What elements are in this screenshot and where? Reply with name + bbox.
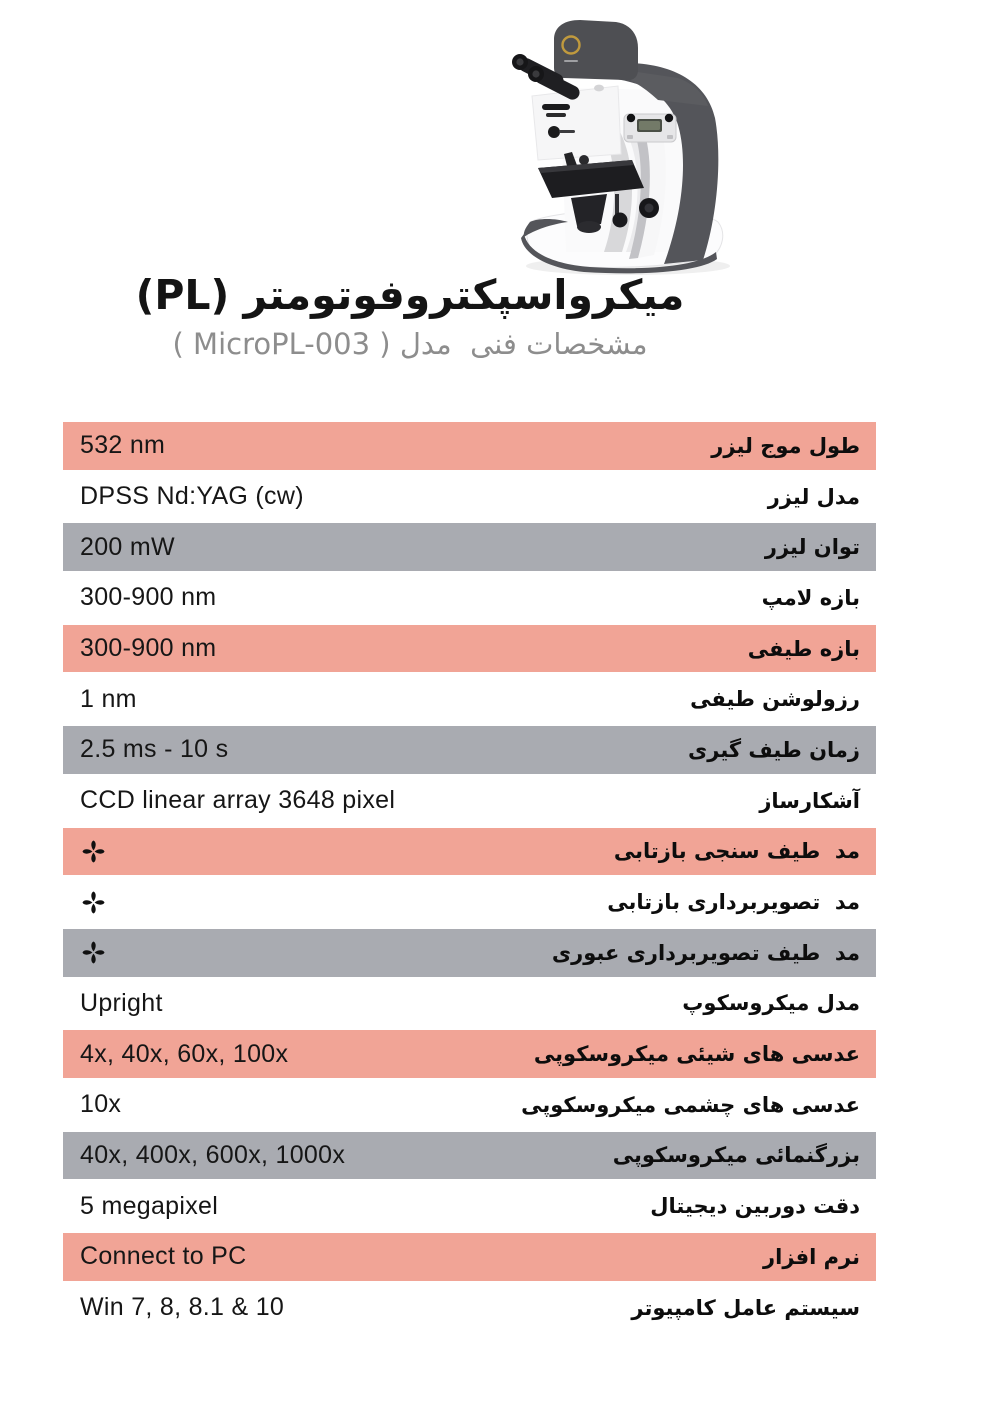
microscope-image [468, 8, 788, 293]
spec-value: 300-900 nm [80, 583, 217, 612]
spec-value: 1 nm [80, 684, 137, 713]
spec-row [63, 523, 876, 571]
spec-label: عدسی های چشمی میکروسکوپی [521, 1092, 860, 1117]
spec-label: مد تصویربرداری بازتابی [607, 890, 860, 915]
spec-value: 40x, 400x, 600x, 1000x [80, 1140, 346, 1169]
spec-label: بازه لامپ [761, 585, 860, 610]
spec-value: 2.5 ms - 10 s [80, 735, 229, 764]
spec-label: بزرگنمائی میکروسکوپی [612, 1143, 860, 1168]
spec-value: DPSS Nd:YAG (cw) [80, 482, 304, 511]
spec-label: مد طیف تصویربرداری عبوری [551, 940, 860, 965]
spec-label: مد طیف سنجی بازتابی [613, 839, 860, 864]
spec-value [63, 889, 107, 916]
spec-label: مدل لیزر [767, 484, 860, 509]
spec-row [63, 1132, 876, 1180]
spec-label: سیستم عامل کامپیوتر [631, 1295, 860, 1320]
spec-table [63, 422, 876, 1331]
spec-value: CCD linear array 3648 pixel [80, 786, 396, 815]
spec-row [63, 574, 876, 622]
spec-value: 200 mW [80, 532, 175, 561]
spec-label: زمان طیف گیری [688, 737, 860, 762]
spec-value: Win 7, 8, 8.1 & 10 [80, 1293, 285, 1322]
spec-label: نرم افزار [763, 1244, 860, 1269]
spec-row [63, 473, 876, 521]
four-petal-asterisk-icon [80, 889, 107, 916]
page-title: میکرواسپکتروفوتومتر (PL) [135, 271, 685, 319]
spec-label: مدل میکروسکوپ [682, 991, 860, 1016]
spec-label: رزولوشن طیفی [690, 687, 860, 712]
spec-row [63, 980, 876, 1028]
four-petal-asterisk-icon [80, 939, 107, 966]
spec-label: آشکارساز [759, 788, 860, 813]
spec-label: طول موج لیزر [711, 433, 860, 458]
spec-label: عدسی های شیئی میکروسکوپی [533, 1042, 860, 1067]
spec-row [63, 422, 876, 470]
spec-row [63, 878, 876, 926]
spec-label: بازه طیفی [747, 636, 860, 661]
spec-value: 10x [80, 1090, 122, 1119]
spec-value: 5 megapixel [80, 1191, 219, 1220]
page-subtitle: مشخصات فنی مدل ( MicroPL-003 ) [172, 327, 648, 362]
spec-label: دقت دوربین دیجیتال [650, 1194, 860, 1219]
spec-row [63, 675, 876, 723]
spec-value [63, 838, 107, 865]
spec-row [63, 1030, 876, 1078]
lcd-panel [624, 114, 676, 142]
spec-label: توان لیزر [764, 535, 860, 560]
spec-row [63, 625, 876, 673]
spec-value: 300-900 nm [80, 634, 217, 663]
spec-row [63, 1284, 876, 1332]
spec-value: 4x, 40x, 60x, 100x [80, 1039, 289, 1068]
spec-value: 532 nm [80, 431, 166, 460]
spec-value [63, 939, 107, 966]
upright-microscope-illustration [468, 8, 788, 293]
spec-row [63, 777, 876, 825]
spec-row [63, 1182, 876, 1230]
spec-row [63, 1081, 876, 1129]
spec-value: Upright [80, 988, 163, 1017]
spec-row [63, 1233, 876, 1281]
heading-block [0, 272, 820, 361]
spec-row [63, 929, 876, 977]
spec-row [63, 726, 876, 774]
spec-row [63, 828, 876, 876]
four-petal-asterisk-icon [80, 838, 107, 865]
spec-value: Connect to PC [80, 1242, 247, 1271]
